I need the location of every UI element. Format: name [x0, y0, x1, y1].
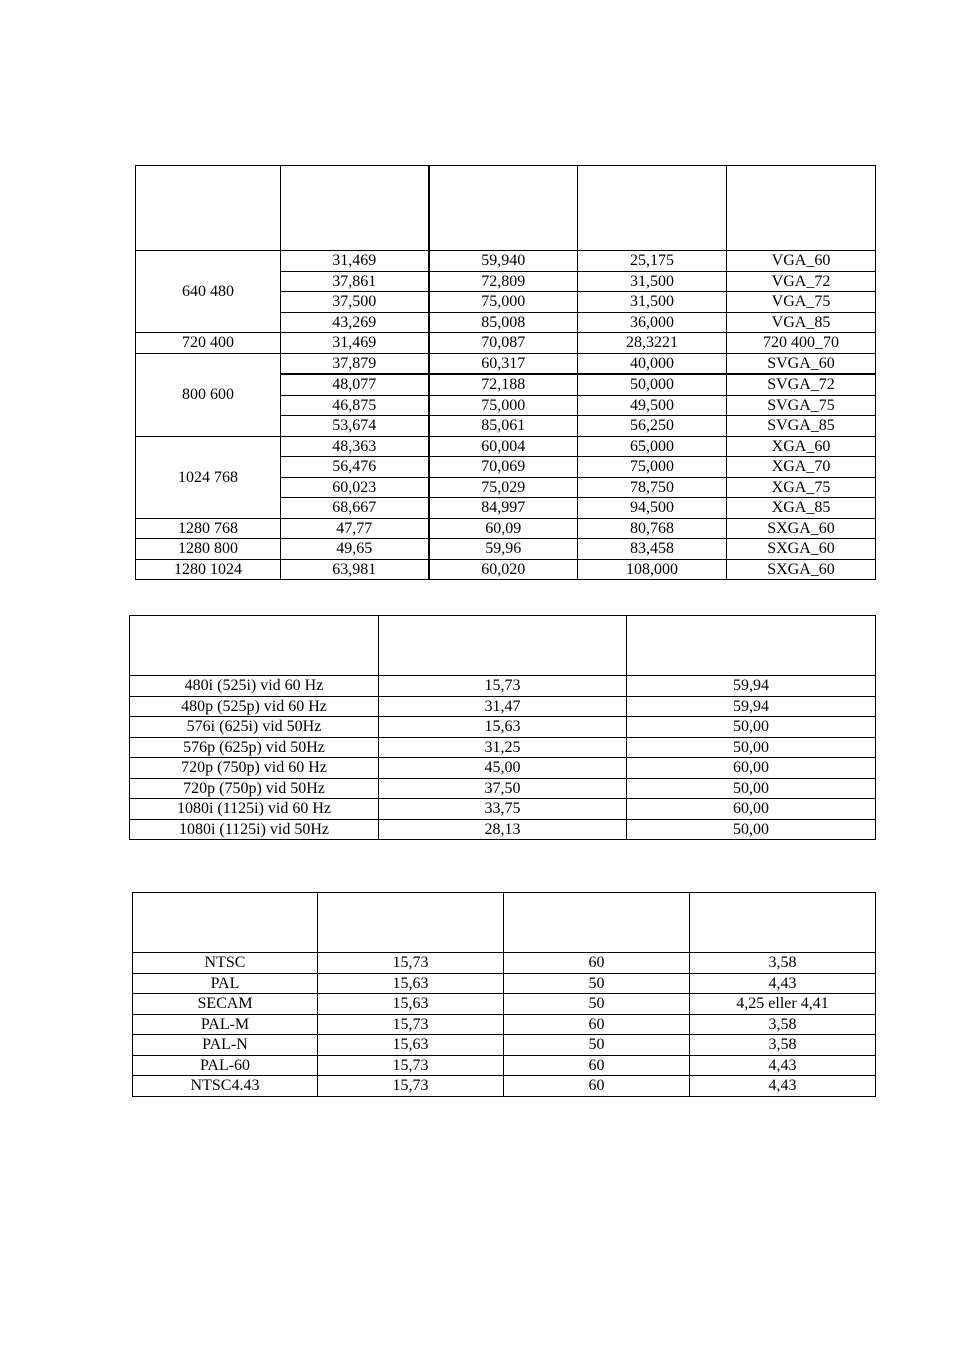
resolution-cell: 800 600 — [136, 353, 281, 436]
table-cell: 31,25 — [379, 737, 627, 758]
horizontal-frequency-cell: 31,469 — [281, 251, 429, 272]
table-row — [130, 758, 876, 779]
pixel-frequency-cell: 65,000 — [578, 436, 727, 457]
horizontal-frequency-cell: 53,674 — [281, 416, 429, 437]
table-row — [130, 819, 876, 840]
vertical-frequency-cell: 75,000 — [429, 395, 578, 416]
table-row — [130, 737, 876, 758]
table-cell: 1080i (1125i) vid 60 Hz — [130, 799, 379, 820]
table-cell: 576i (625i) vid 50Hz — [130, 717, 379, 738]
table-cell: 3,58 — [690, 1014, 876, 1035]
table-row — [133, 1035, 876, 1056]
table-row — [130, 676, 876, 697]
table-cell: 15,63 — [379, 717, 627, 738]
table-cell: 50,00 — [627, 737, 876, 758]
resolution-cell: 1280 768 — [136, 518, 281, 539]
table-cell: 28,13 — [379, 819, 627, 840]
table-cell: 59,94 — [627, 696, 876, 717]
vertical-frequency-cell: 59,940 — [429, 251, 578, 272]
mode-cell: XGA_85 — [727, 498, 876, 519]
table-row — [133, 973, 876, 994]
pixel-frequency-cell: 80,768 — [578, 518, 727, 539]
horizontal-frequency-cell: 31,469 — [281, 333, 429, 354]
table-cell: 37,50 — [379, 778, 627, 799]
mode-cell: SVGA_60 — [727, 353, 876, 374]
table-cell: 59,94 — [627, 676, 876, 697]
header-row — [136, 166, 876, 251]
pixel-frequency-cell: 31,500 — [578, 271, 727, 292]
mode-cell: SVGA_72 — [727, 374, 876, 395]
mode-cell: VGA_72 — [727, 271, 876, 292]
table-row — [136, 436, 876, 457]
header-row — [130, 616, 876, 676]
column-header — [318, 893, 504, 953]
table-cell: 720p (750p) vid 50Hz — [130, 778, 379, 799]
mode-cell: SVGA_75 — [727, 395, 876, 416]
horizontal-frequency-cell: 47,77 — [281, 518, 429, 539]
pixel-frequency-cell: 28,3221 — [578, 333, 727, 354]
table-row — [130, 696, 876, 717]
column-header — [627, 616, 876, 676]
pixel-frequency-cell: 50,000 — [578, 374, 727, 395]
mode-cell: VGA_75 — [727, 292, 876, 313]
table-cell: PAL-60 — [133, 1055, 318, 1076]
table-cell: 15,73 — [379, 676, 627, 697]
table-cell: 4,43 — [690, 1055, 876, 1076]
table-cell: 4,43 — [690, 1076, 876, 1097]
mode-cell: SXGA_60 — [727, 559, 876, 580]
vertical-frequency-cell: 70,087 — [429, 333, 578, 354]
table-cell: 576p (625p) vid 50Hz — [130, 737, 379, 758]
column-header — [727, 166, 876, 251]
vertical-frequency-cell: 60,004 — [429, 436, 578, 457]
table-cell: PAL — [133, 973, 318, 994]
resolution-cell: 720 400 — [136, 333, 281, 354]
column-header — [130, 616, 379, 676]
table-row — [133, 1055, 876, 1076]
table-cell: 33,75 — [379, 799, 627, 820]
table-cell: 50 — [504, 973, 690, 994]
table-row — [136, 251, 876, 272]
table-cell: 1080i (1125i) vid 50Hz — [130, 819, 379, 840]
table-cell: NTSC4.43 — [133, 1076, 318, 1097]
horizontal-frequency-cell: 37,879 — [281, 353, 429, 374]
table-cell: 50,00 — [627, 778, 876, 799]
resolution-cell: 1280 800 — [136, 539, 281, 560]
horizontal-frequency-cell: 49,65 — [281, 539, 429, 560]
horizontal-frequency-cell: 63,981 — [281, 559, 429, 580]
vertical-frequency-cell: 60,09 — [429, 518, 578, 539]
resolution-cell: 640 480 — [136, 251, 281, 333]
pixel-frequency-cell: 94,500 — [578, 498, 727, 519]
vertical-frequency-cell: 85,061 — [429, 416, 578, 437]
horizontal-frequency-cell: 56,476 — [281, 457, 429, 478]
table-cell: 50,00 — [627, 717, 876, 738]
column-header — [136, 166, 281, 251]
composite-video-table — [132, 892, 876, 1097]
horizontal-frequency-cell: 48,363 — [281, 436, 429, 457]
table-row — [136, 333, 876, 354]
table-cell: 4,25 eller 4,41 — [690, 994, 876, 1015]
table-cell: 31,47 — [379, 696, 627, 717]
table-cell: 15,73 — [318, 953, 504, 974]
table-row — [133, 953, 876, 974]
vertical-frequency-cell: 59,96 — [429, 539, 578, 560]
resolution-cell: 1280 1024 — [136, 559, 281, 580]
table-row — [136, 539, 876, 560]
table-cell: 60 — [504, 1076, 690, 1097]
table-cell: SECAM — [133, 994, 318, 1015]
table-cell: 45,00 — [379, 758, 627, 779]
vertical-frequency-cell: 75,000 — [429, 292, 578, 313]
table-row — [136, 518, 876, 539]
header-row — [133, 893, 876, 953]
table-cell: 3,58 — [690, 1035, 876, 1056]
table-row — [130, 717, 876, 738]
table-cell: 50,00 — [627, 819, 876, 840]
table-cell: 480p (525p) vid 60 Hz — [130, 696, 379, 717]
vertical-frequency-cell: 72,188 — [429, 374, 578, 395]
table-cell: 60,00 — [627, 799, 876, 820]
pixel-frequency-cell: 40,000 — [578, 353, 727, 374]
pixel-frequency-cell: 31,500 — [578, 292, 727, 313]
mode-cell: 720 400_70 — [727, 333, 876, 354]
table-cell: 50 — [504, 1035, 690, 1056]
table-row — [130, 778, 876, 799]
mode-cell: VGA_85 — [727, 312, 876, 333]
vertical-frequency-cell: 60,020 — [429, 559, 578, 580]
vertical-frequency-cell: 84,997 — [429, 498, 578, 519]
table-row — [130, 799, 876, 820]
table-cell: PAL-N — [133, 1035, 318, 1056]
pixel-frequency-cell: 36,000 — [578, 312, 727, 333]
horizontal-frequency-cell: 68,667 — [281, 498, 429, 519]
mode-cell: SVGA_85 — [727, 416, 876, 437]
vertical-frequency-cell: 70,069 — [429, 457, 578, 478]
vertical-frequency-cell: 60,317 — [429, 353, 578, 374]
table-row — [133, 994, 876, 1015]
column-header — [578, 166, 727, 251]
table-row — [133, 1014, 876, 1035]
table-cell: 15,63 — [318, 973, 504, 994]
horizontal-frequency-cell: 43,269 — [281, 312, 429, 333]
table-cell: NTSC — [133, 953, 318, 974]
column-header — [133, 893, 318, 953]
table-row — [136, 353, 876, 374]
pixel-frequency-cell: 56,250 — [578, 416, 727, 437]
column-header — [504, 893, 690, 953]
column-header — [281, 166, 429, 251]
table-cell: 15,73 — [318, 1014, 504, 1035]
horizontal-frequency-cell: 48,077 — [281, 374, 429, 395]
table-cell: 60 — [504, 953, 690, 974]
pc-timing-table — [135, 165, 876, 580]
table-cell: 50 — [504, 994, 690, 1015]
table-cell: 60 — [504, 1014, 690, 1035]
vertical-frequency-cell: 72,809 — [429, 271, 578, 292]
table-row — [133, 1076, 876, 1097]
horizontal-frequency-cell: 46,875 — [281, 395, 429, 416]
vertical-frequency-cell: 75,029 — [429, 477, 578, 498]
resolution-cell: 1024 768 — [136, 436, 281, 518]
pixel-frequency-cell: 25,175 — [578, 251, 727, 272]
video-timing-table — [129, 615, 876, 840]
mode-cell: SXGA_60 — [727, 518, 876, 539]
table-cell: 60,00 — [627, 758, 876, 779]
horizontal-frequency-cell: 37,500 — [281, 292, 429, 313]
table-cell: 480i (525i) vid 60 Hz — [130, 676, 379, 697]
mode-cell: XGA_75 — [727, 477, 876, 498]
pixel-frequency-cell: 78,750 — [578, 477, 727, 498]
mode-cell: XGA_60 — [727, 436, 876, 457]
table-cell: 15,73 — [318, 1055, 504, 1076]
table-cell: 720p (750p) vid 60 Hz — [130, 758, 379, 779]
mode-cell: XGA_70 — [727, 457, 876, 478]
table-cell: 4,43 — [690, 973, 876, 994]
column-header — [690, 893, 876, 953]
table-cell: PAL-M — [133, 1014, 318, 1035]
mode-cell: VGA_60 — [727, 251, 876, 272]
table-cell: 15,63 — [318, 1035, 504, 1056]
table-row — [136, 559, 876, 580]
mode-cell: SXGA_60 — [727, 539, 876, 560]
pixel-frequency-cell: 83,458 — [578, 539, 727, 560]
column-header — [429, 166, 578, 251]
table-cell: 15,63 — [318, 994, 504, 1015]
table-cell: 60 — [504, 1055, 690, 1076]
vertical-frequency-cell: 85,008 — [429, 312, 578, 333]
table-cell: 3,58 — [690, 953, 876, 974]
table-cell: 15,73 — [318, 1076, 504, 1097]
pixel-frequency-cell: 75,000 — [578, 457, 727, 478]
pixel-frequency-cell: 108,000 — [578, 559, 727, 580]
horizontal-frequency-cell: 60,023 — [281, 477, 429, 498]
pixel-frequency-cell: 49,500 — [578, 395, 727, 416]
column-header — [379, 616, 627, 676]
horizontal-frequency-cell: 37,861 — [281, 271, 429, 292]
